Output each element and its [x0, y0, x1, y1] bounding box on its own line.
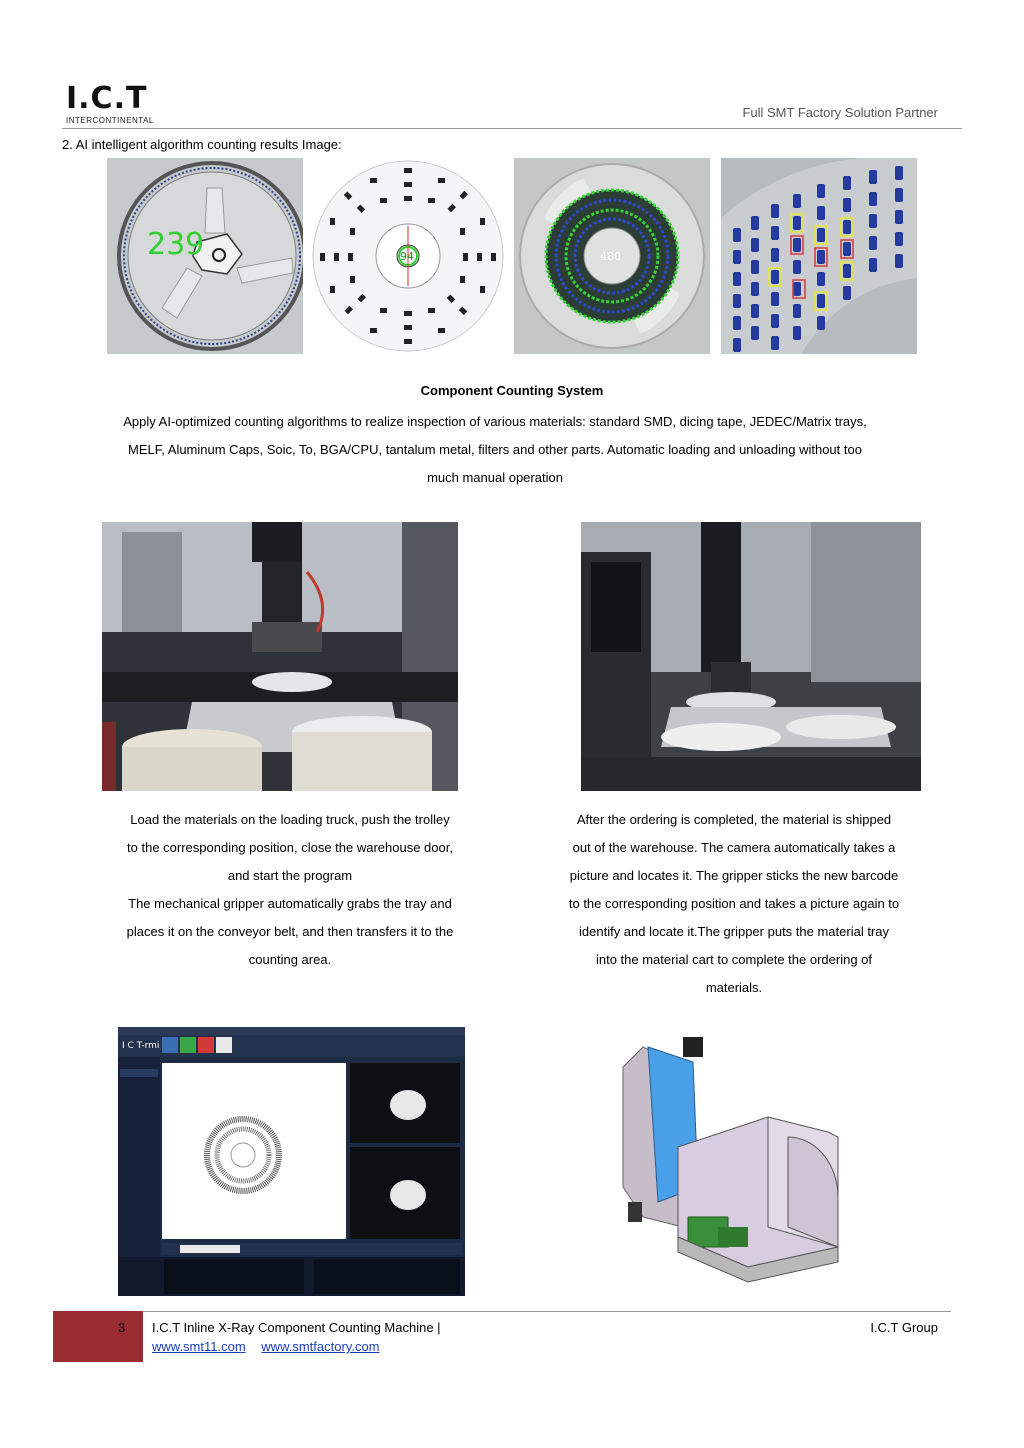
caption-left-line-4: The mechanical gripper automatically grabs the tray and — [128, 896, 452, 911]
caption-right-line-4: to the corresponding position and takes a picture again to — [568, 896, 900, 911]
caption-left-line-5: places it on the conveyor belt, and then transfers it to the — [126, 924, 454, 939]
machine-photo-loading — [102, 522, 458, 791]
caption-right-line-2: out of the warehouse. The camera automatically takes a — [572, 840, 896, 855]
caption-right-line-5: identify and locate it.The gripper puts the material tray — [579, 924, 889, 939]
count-94: 94 — [400, 250, 414, 263]
logo-subtitle: INTERCONTINENTAL — [66, 116, 154, 125]
caption-left-line-1: Load the materials on the loading truck, push the trolley — [130, 812, 450, 827]
footer-title: I.C.T Inline X-Ray Component Counting Machine | — [152, 1320, 441, 1335]
caption-right-line-1: After the ordering is completed, the material is shipped — [576, 812, 892, 827]
company-logo — [66, 81, 166, 125]
caption-left-line-2: to the corresponding position, close the warehouse door, — [127, 840, 453, 855]
count-239: 239 — [147, 227, 205, 262]
result-image-dense-reel — [514, 158, 710, 354]
system-description — [80, 408, 910, 492]
caption-right-line-3: picture and locates it. The gripper sticks the new barcode — [569, 868, 899, 883]
machine-photo-shipping — [581, 522, 921, 791]
system-line-3: much manual operation — [427, 470, 563, 485]
count-480: 480 — [600, 250, 621, 263]
section-title: 2. AI intelligent algorithm counting results Image: — [62, 137, 342, 152]
footer-company: I.C.T Group — [870, 1320, 938, 1335]
header-divider — [62, 128, 962, 129]
software-screenshot — [118, 1027, 465, 1296]
header-tagline: Full SMT Factory Solution Partner — [742, 105, 938, 120]
system-line-2: MELF, Aluminum Caps, Soic, To, BGA/CPU, tantalum metal, filters and other parts. Automatic loading and unloading without too — [128, 442, 862, 457]
cad-model-image — [588, 1027, 906, 1284]
footer-divider — [143, 1311, 951, 1312]
software-brand: I C T-rmi — [122, 1041, 160, 1051]
page-number: 3 — [118, 1320, 126, 1335]
logo-mark: I.C.T — [66, 81, 148, 116]
caption-left-line-6: counting area. — [248, 952, 332, 967]
caption-right-line-6: into the material cart to complete the ordering of — [595, 952, 873, 967]
system-line-1: Apply AI-optimized counting algorithms to realize inspection of various materials: standard SMD, dicing tape, JEDEC/Matrix trays, — [123, 414, 867, 429]
result-image-zoomed-parts — [721, 158, 917, 354]
system-title: Component Counting System — [420, 383, 604, 398]
caption-left-line-3: and start the program — [227, 868, 353, 883]
caption-shipping — [530, 806, 938, 1002]
caption-right-line-7: materials. — [705, 980, 763, 995]
result-image-reel-tape — [107, 158, 303, 354]
result-image-component-reel — [310, 158, 506, 354]
caption-loading — [90, 806, 490, 974]
link-smtfactory[interactable]: www.smtfactory.com — [261, 1339, 380, 1354]
link-smt11[interactable]: www.smt11.com — [152, 1339, 246, 1354]
footer-links — [152, 1339, 392, 1354]
page-number-box — [53, 1311, 143, 1362]
